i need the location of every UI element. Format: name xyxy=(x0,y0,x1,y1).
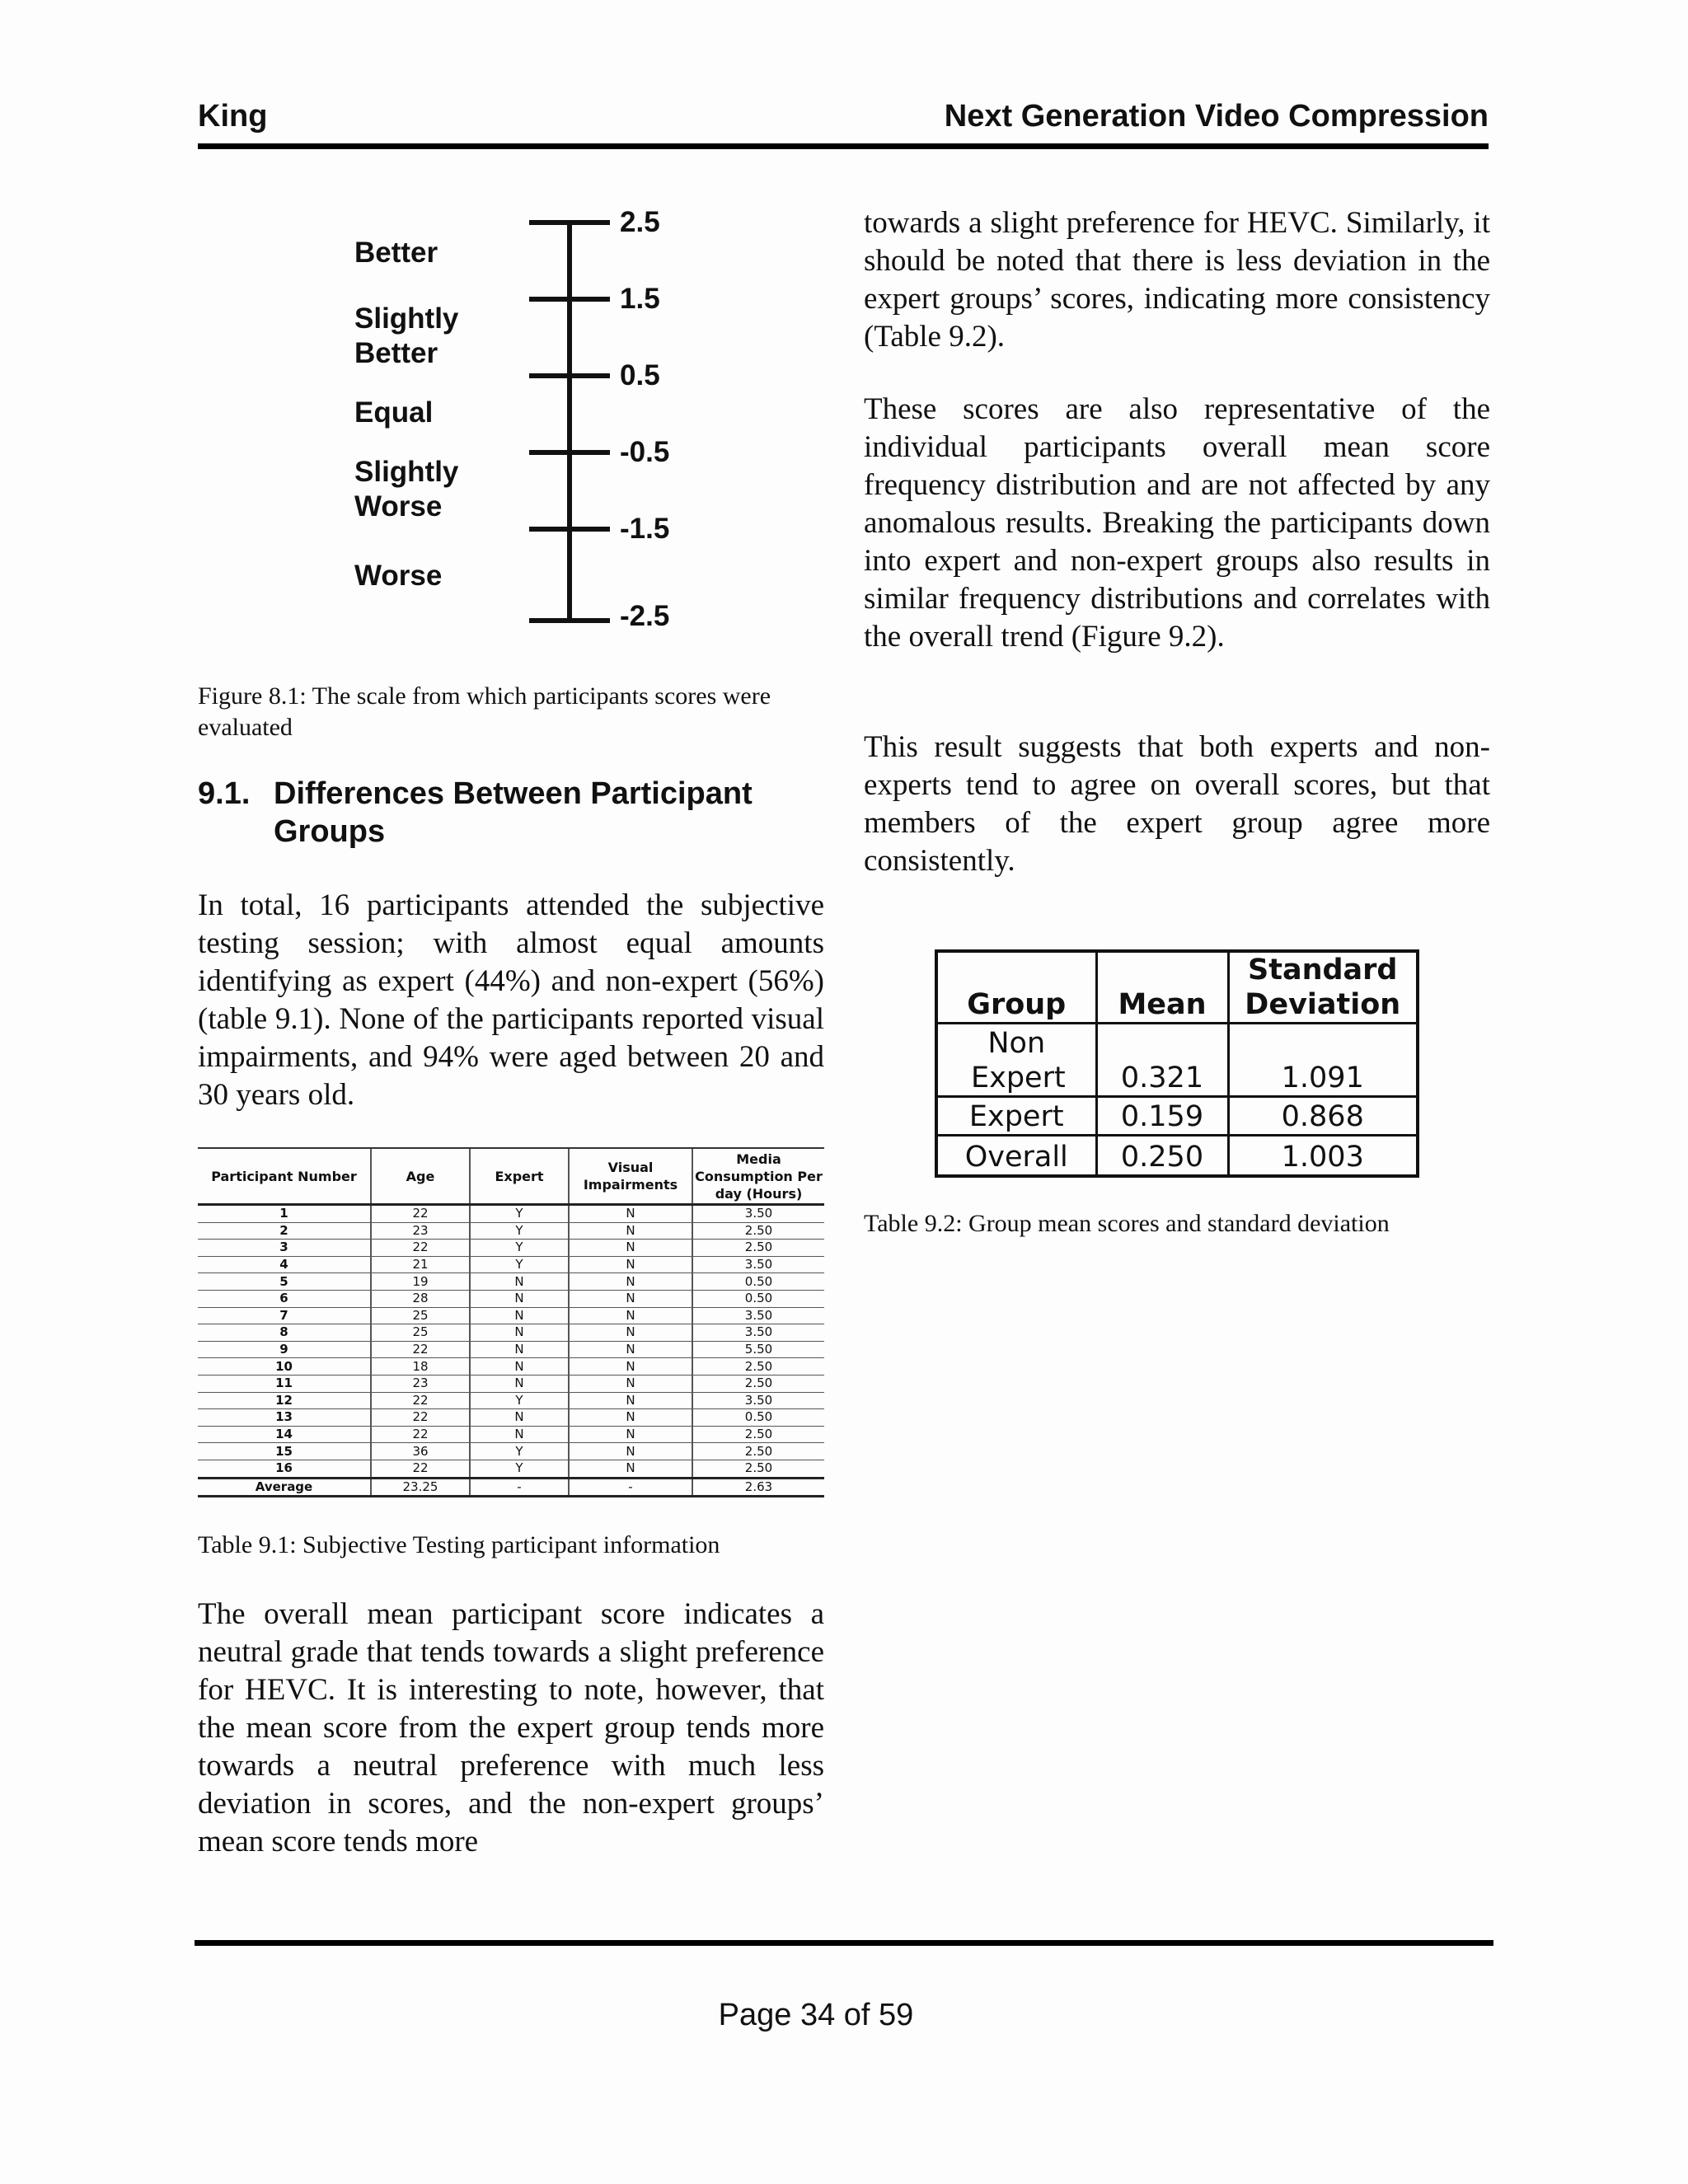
table-cell: 0.250 xyxy=(1096,1136,1228,1177)
page-header xyxy=(198,97,1489,149)
table-cell: 3.50 xyxy=(692,1392,824,1409)
table-cell: 3 xyxy=(198,1240,371,1257)
table-cell: 22 xyxy=(371,1240,470,1257)
scale-value: -0.5 xyxy=(620,436,670,468)
participant-table xyxy=(198,1147,824,1497)
header-title: Next Generation Video Compression xyxy=(944,99,1489,134)
table-cell: 19 xyxy=(371,1273,470,1291)
table-cell: 3.50 xyxy=(692,1307,824,1324)
table-cell: 5.50 xyxy=(692,1341,824,1358)
table-row xyxy=(936,1136,1418,1177)
scale-tick xyxy=(529,527,610,532)
table-row xyxy=(198,1324,824,1342)
table-cell: 11 xyxy=(198,1375,371,1392)
table-row xyxy=(198,1358,824,1376)
table-cell: 28 xyxy=(371,1290,470,1307)
scale-value: -2.5 xyxy=(620,600,670,632)
table-row xyxy=(198,1256,824,1273)
table-cell: 22 xyxy=(371,1460,470,1478)
table-cell: N xyxy=(569,1426,692,1443)
table-row xyxy=(198,1307,824,1324)
table-cell: 22 xyxy=(371,1341,470,1358)
table-cell: N xyxy=(569,1205,692,1223)
table-cell: N xyxy=(569,1240,692,1257)
scale-value: 0.5 xyxy=(620,359,660,391)
table-cell: 3.50 xyxy=(692,1324,824,1342)
table-cell: 2.50 xyxy=(692,1240,824,1257)
table-row xyxy=(198,1375,824,1392)
table-cell: 16 xyxy=(198,1460,371,1478)
table-cell: N xyxy=(569,1341,692,1358)
table-cell: N xyxy=(470,1341,569,1358)
column-header: Standard Deviation xyxy=(1228,951,1418,1024)
table-cell: 0.868 xyxy=(1228,1097,1418,1136)
table-cell: N xyxy=(470,1358,569,1376)
table-cell: 15 xyxy=(198,1443,371,1460)
table-cell: 21 xyxy=(371,1256,470,1273)
column-header: Age xyxy=(371,1148,470,1205)
table-row xyxy=(198,1392,824,1409)
scale-tick xyxy=(529,618,610,623)
table-cell: 6 xyxy=(198,1290,371,1307)
table-cell: 2.63 xyxy=(692,1478,824,1497)
table-cell: Y xyxy=(470,1460,569,1478)
table-row xyxy=(936,1097,1418,1136)
table-cell: 3.50 xyxy=(692,1256,824,1273)
scale-tick xyxy=(529,220,610,225)
table-cell: N xyxy=(569,1375,692,1392)
table-cell: 14 xyxy=(198,1426,371,1443)
table-cell: - xyxy=(569,1478,692,1497)
table-cell: 0.321 xyxy=(1096,1024,1228,1097)
scale-label: Better xyxy=(354,237,438,269)
table-cell: N xyxy=(569,1358,692,1376)
table-cell: 1.091 xyxy=(1228,1024,1418,1097)
table-cell: 1 xyxy=(198,1205,371,1223)
table-row xyxy=(198,1205,824,1223)
table-cell: N xyxy=(569,1256,692,1273)
body-paragraph: The overall mean participant score indicates a neutral grade that tends towards a slight preference for HEVC. It is interesting to note, however, that the mean score from the expert group tends more towards a neutral preference with much less deviation in scores, and the non-expert groups’ mean score tends more xyxy=(198,1597,824,1858)
table-cell: 18 xyxy=(371,1358,470,1376)
table-cell: Y xyxy=(470,1205,569,1223)
table-cell: 36 xyxy=(371,1443,470,1460)
group-stats-table xyxy=(935,949,1419,1178)
table-caption: Table 9.2: Group mean scores and standard deviation xyxy=(864,1210,1390,1237)
table-cell: N xyxy=(569,1392,692,1409)
table-cell: N xyxy=(569,1460,692,1478)
table-cell: 0.50 xyxy=(692,1409,824,1427)
table-cell: 13 xyxy=(198,1409,371,1427)
scale-label: Worse xyxy=(354,560,443,592)
table-cell: Y xyxy=(470,1256,569,1273)
table-cell: 0.159 xyxy=(1096,1097,1228,1136)
table-cell: 23.25 xyxy=(371,1478,470,1497)
scale-label: Slightly Better xyxy=(354,302,459,369)
table-header-row xyxy=(936,951,1418,1024)
scale-value: 1.5 xyxy=(620,283,660,315)
table-cell: 4 xyxy=(198,1256,371,1273)
table-cell: - xyxy=(470,1478,569,1497)
body-paragraph: In total, 16 participants attended the subjective testing session; with almost equal amounts identifying as expert (44%) and non-expert (56%) (table 9.1). None of the participants reported visual impairments, and 94% were aged between 20 and 30 years old. xyxy=(198,888,824,1112)
table-cell: 25 xyxy=(371,1324,470,1342)
column-header: Mean xyxy=(1096,951,1228,1024)
table-cell: Y xyxy=(470,1240,569,1257)
table-cell: 9 xyxy=(198,1341,371,1358)
table-cell: 0.50 xyxy=(692,1290,824,1307)
table-cell: N xyxy=(470,1273,569,1291)
column-header: Group xyxy=(936,951,1096,1024)
table-cell: 1.003 xyxy=(1228,1136,1418,1177)
table-cell: 22 xyxy=(371,1205,470,1223)
column-header: Participant Number xyxy=(198,1148,371,1205)
section-number: 9.1. xyxy=(198,776,251,811)
table-header-row xyxy=(198,1148,824,1205)
table-cell: N xyxy=(470,1324,569,1342)
figure-caption: Figure 8.1: The scale from which participants scores were evaluated xyxy=(198,682,771,741)
table-row xyxy=(198,1460,824,1478)
page-number: Page 34 of 59 xyxy=(718,1998,914,2032)
table-cell: 5 xyxy=(198,1273,371,1291)
table-cell: 0.50 xyxy=(692,1273,824,1291)
table-cell: N xyxy=(470,1375,569,1392)
scale-label: Equal xyxy=(354,396,434,429)
table-row xyxy=(198,1426,824,1443)
scale-tick xyxy=(529,450,610,455)
table-cell: N xyxy=(569,1222,692,1240)
table-cell: Expert xyxy=(936,1097,1096,1136)
table-cell: 7 xyxy=(198,1307,371,1324)
table-cell: N xyxy=(470,1290,569,1307)
body-paragraph: This result suggests that both experts and non-experts tend to agree on overall scores, but that members of the expert group agree more consistently. xyxy=(864,730,1490,878)
table-cell: 22 xyxy=(371,1392,470,1409)
table-cell: Y xyxy=(470,1443,569,1460)
table-row xyxy=(198,1273,824,1291)
table-cell: N xyxy=(470,1426,569,1443)
table-cell: 2.50 xyxy=(692,1443,824,1460)
table-cell: Y xyxy=(470,1222,569,1240)
column-header: Expert xyxy=(470,1148,569,1205)
column-header: Visual Impairments xyxy=(569,1148,692,1205)
table-cell: N xyxy=(470,1409,569,1427)
table-cell: 23 xyxy=(371,1222,470,1240)
table-cell: N xyxy=(569,1307,692,1324)
table-row xyxy=(198,1240,824,1257)
scale-label: Slightly Worse xyxy=(354,456,459,523)
section-title: Differences Between Participant Groups xyxy=(274,776,753,849)
table-cell: 2.50 xyxy=(692,1426,824,1443)
table-cell: Average xyxy=(198,1478,371,1497)
table-row xyxy=(936,1024,1418,1097)
header-author: King xyxy=(198,99,268,134)
table-cell: Overall xyxy=(936,1136,1096,1177)
table-cell: 2.50 xyxy=(692,1460,824,1478)
table-cell: 2.50 xyxy=(692,1375,824,1392)
table-cell: Non Expert xyxy=(936,1024,1096,1097)
table-cell: N xyxy=(470,1307,569,1324)
scale-axis xyxy=(567,223,572,618)
table-cell: N xyxy=(569,1409,692,1427)
table-cell: 12 xyxy=(198,1392,371,1409)
body-paragraph: These scores are also representative of the individual participants overall mean score frequency distribution and are not affected by any anomalous results. Breaking the participants down into expert and non-expert groups also results in similar frequency distributions and correlates with the overall trend (Figure 9.2). xyxy=(864,392,1490,654)
column-header: Media Consumption Per day (Hours) xyxy=(692,1148,824,1205)
scale-tick xyxy=(529,297,610,302)
table-row xyxy=(198,1443,824,1460)
table-cell: 2.50 xyxy=(692,1222,824,1240)
table-average-row xyxy=(198,1478,824,1497)
scale-tick xyxy=(529,373,610,378)
table-cell: 3.50 xyxy=(692,1205,824,1223)
table-cell: N xyxy=(569,1290,692,1307)
table-cell: N xyxy=(569,1324,692,1342)
table-cell: 2 xyxy=(198,1222,371,1240)
table-cell: 25 xyxy=(371,1307,470,1324)
rating-scale-figure xyxy=(338,198,701,659)
table-cell: N xyxy=(569,1443,692,1460)
table-cell: 22 xyxy=(371,1409,470,1427)
table-cell: 2.50 xyxy=(692,1358,824,1376)
table-cell: Y xyxy=(470,1392,569,1409)
table-row xyxy=(198,1290,824,1307)
body-paragraph: towards a slight preference for HEVC. Similarly, it should be noted that there is less deviation in the expert groups’ scores, indicating more consistency (Table 9.2). xyxy=(864,206,1490,354)
table-row xyxy=(198,1222,824,1240)
table-row xyxy=(198,1409,824,1427)
table-cell: 8 xyxy=(198,1324,371,1342)
scale-value: 2.5 xyxy=(620,206,660,238)
scale-value: -1.5 xyxy=(620,513,670,545)
footer-rule xyxy=(195,1940,1493,1946)
table-cell: 23 xyxy=(371,1375,470,1392)
table-cell: 22 xyxy=(371,1426,470,1443)
table-cell: N xyxy=(569,1273,692,1291)
table-row xyxy=(198,1341,824,1358)
table-cell: 10 xyxy=(198,1358,371,1376)
table-caption: Table 9.1: Subjective Testing participant information xyxy=(198,1531,720,1558)
